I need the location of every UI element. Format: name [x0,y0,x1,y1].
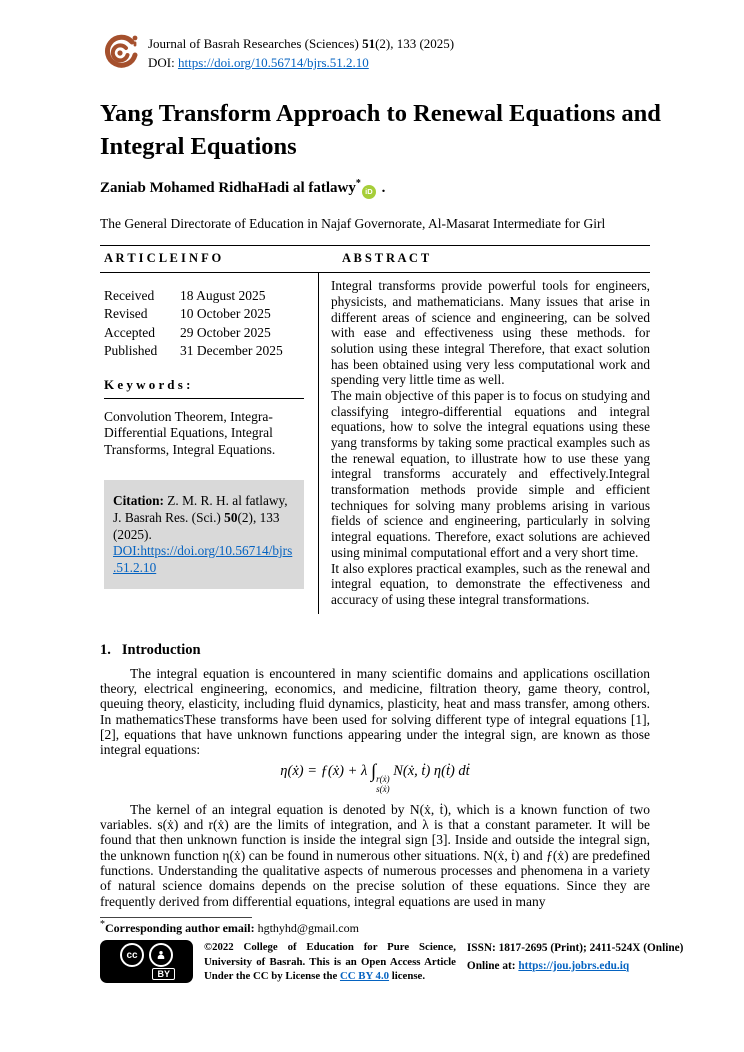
article-info-column [100,273,318,613]
abstract-paragraph: Integral transforms provide powerful tools for engineers, physicists, and mathematicians. Many issues that arise in different areas of science and engineering, can be solved with ease and effectiveness using these methods. for solution using these integral Therefore, that exact solution has been obtained using very less computational work and spending very little time as well. [331,278,650,388]
journal-header [100,33,650,73]
license-text: ©2022 College of Education for Pure Science, University of Basrah. This is an Open Access Article Under the CC by License the [204,941,456,983]
abstract-paragraph: It also explores practical examples, such as the renewal and integral equation, to demonstrate the effectiveness and accuracy of using these integral transformations. [331,560,650,607]
citation-text: Z. M. R. H. al fatlawy, J. Basrah Res. (Sci.) [113,493,288,526]
keywords-text: Convolution Theorem, Integra-Differential Equations, Integral Transforms, Integral Equations. [104,409,276,457]
info-abstract-body [100,273,650,613]
date-value: 18 August 2025 [180,288,266,304]
corresponding-author-marker: * [355,178,361,190]
date-value: 31 December 2025 [180,342,283,358]
integral-equation [100,761,650,795]
license-text2: license. [389,970,426,983]
online-line [467,958,700,976]
journal-volume: 51 [362,36,376,51]
doi-line [148,54,454,73]
doi-link[interactable]: https://doi.org/10.56714/bjrs.51.2.10 [177,54,369,70]
cc-circles [120,943,173,967]
footnote-email: hgthyhd@gmail.com [254,921,359,936]
equation-rhs: N(ẋ, ṫ) η(ṫ) dṫ [389,762,470,779]
journal-header-text [148,33,454,73]
affiliation: The General Directorate of Education in Najaf Governorate, Al-Masarat Intermediate for Girl [100,216,606,232]
orcid-icon[interactable] [362,185,376,199]
date-row [104,305,304,323]
info-abstract-section [100,245,650,613]
abstract-paragraph: The main objective of this paper is to focus on studying and classifying integro-differential equations and integral equations, how to solve the integral equations using these yang transforms by taking some practical examples such as the renewal equation, to illustrate how to use these yang integral transforms accurately and effectively.Integral transformation methods provide simple and efficient techniques for solving many problems arising in various fields of science and engineering, particularly in solving integral equations. Therefore, exact solutions are achieved using minimal computational effort and a very short time. [331,387,650,560]
journal-site-link[interactable]: https://jou.jobrs.edu.iq [518,959,630,972]
citation-volume: 50 [224,510,238,526]
footnote-marker: * [100,919,105,931]
person-icon [149,943,173,967]
date-value: 29 October 2025 [180,324,271,340]
doi-label: DOI: [148,54,178,70]
date-row [104,324,304,342]
citation-label: Citation: [113,493,164,509]
cc-icon [120,943,144,967]
section-number: 1. [100,641,111,658]
cc-by-license-badge[interactable] [100,940,193,983]
footer [100,940,700,984]
online-label: Online at: [466,959,519,972]
orcid-icon-text: iD [365,187,373,197]
keywords-heading: K e y w o r d s : [104,377,304,399]
article-info-heading: A R T I C L E I N F O [104,251,222,266]
abstract-column [318,273,650,613]
citation-doi-link[interactable]: DOI:https://doi.org/10.56714/bjrs.51.2.10 [113,543,293,575]
date-row [104,342,304,360]
date-label: Received [104,288,155,304]
integral-sign: ∫ [370,760,377,782]
intro-paragraph-1: The integral equation is encountered in many scientific domains and applications oscillation theory, electrical engineering, economics, and medicine, filtration theory, game theory, control, queuing theory, elasticity, including fluid dynamics, plasticity, heat and mass transfer, among others. In mathematicsThese transforms have been used for solving different type of integral equations [1], [2], equations that have unknown functions appearing under the integral sign, are known as those integral equations: [100,665,650,758]
author-suffix: . [377,180,386,197]
upper-limit: r(ẋ) [376,773,390,784]
date-label: Accepted [104,324,155,340]
integral-limits [376,774,390,795]
journal-line [148,35,454,54]
corresponding-author-footnote [100,919,650,936]
issn-line: ISSN: 1817-2695 (Print); 2411-524X (Online) [466,942,684,955]
abstract-heading: A B S T R A C T [342,251,430,266]
paper-title: Yang Transform Approach to Renewal Equations and Integral Equations [100,100,661,161]
citation-box [104,480,304,589]
journal-issue: (2), 133 (2025) [375,36,455,51]
section-heading-introduction [100,642,650,659]
issn-block [467,940,700,975]
by-label-text: BY [157,969,170,980]
cc-icon-text: cc [126,949,138,961]
dates-table [104,287,304,360]
equation-lhs: η(ẋ) = ƒ(ẋ) + λ [280,762,371,779]
date-value: 10 October 2025 [180,306,271,322]
journal-name: Journal of Basrah Researches (Sciences) [148,36,363,51]
date-label: Revised [104,306,148,322]
footnote-label: Corresponding author email: [105,921,255,936]
footnote-separator [100,917,252,918]
author-line [100,178,650,199]
license-statement [204,940,456,984]
date-label: Published [104,342,158,358]
lower-limit: s(ẋ) [376,784,390,795]
citation-text2: (2), 133 (2025). [113,510,280,542]
section-title: Introduction [121,641,201,658]
cc-by-link[interactable]: CC BY 4.0 [339,970,390,983]
intro-paragraph-2: The kernel of an integral equation is denoted by N(ẋ, ṫ), which is a known function of two variables. s(ẋ) and r(ẋ) are the limits of integration, and λ is that a constant parameter. It will be found that then unknown function is inside the integral sign [3]. Inside and outside the integral sign, the unknown function η(ẋ) can be found in numerous other situations. N(ẋ, ṫ) and ƒ(ẋ) are predefined functions. Understanding the qualitative aspects of numerous processes and phenomena in a variety of natural science domains depends on the precise solution of these equations. Since they are frequently derived from differential equations, integral equations are used in many [100,801,650,909]
journal-logo-icon [100,33,140,73]
author-name: Zaniab Mohamed RidhaHadi al fatlawy [100,180,356,197]
by-label [152,968,175,980]
info-abstract-headings [100,246,650,273]
date-row [104,287,304,305]
